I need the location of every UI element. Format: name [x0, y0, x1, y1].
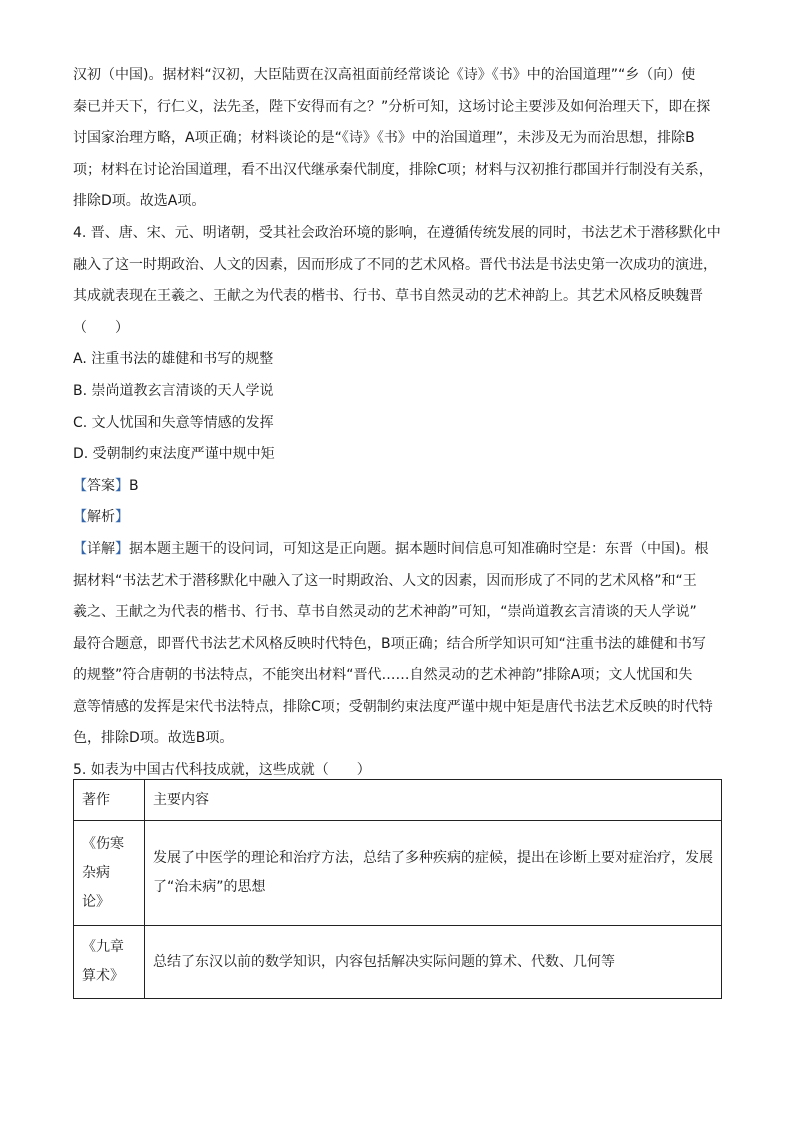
table-cell-content: [145, 926, 722, 999]
option-a: A. 注重书法的雄健和书写的规整: [73, 351, 274, 368]
table-header-cell: 著作: [74, 780, 145, 821]
question-stem-line: 其成就表现在王羲之、王献之为代表的楷书、行书、草书自然灵动的艺术神韵上。其艺术风格反映魏晋: [73, 288, 703, 305]
text-line: 项；材料在讨论治国道理，看不出汉代继承秦代制度，排除C项；材料与汉初推行郡国并行制没有关系，: [73, 161, 713, 178]
detail-line: 据材料“书法艺术于潜移默化中融入了这一时期政治、人文的因素，因而形成了不同的艺术风格”和“王: [73, 572, 697, 589]
cell-line: 《伤寒: [82, 835, 124, 852]
detail-text: 据本题主题干的设问词，可知这是正向题。据本题时间信息可知准确时空是：东晋（中国)。根: [129, 540, 709, 557]
table-cell-content: [145, 821, 722, 926]
text-line: 讨国家治理方略，A项正确；材料谈论的是“《诗》《书》中的治国道理”，未涉及无为而治思想，排除B: [73, 130, 695, 147]
cell-line: 发展了中医学的理论和治疗方法，总结了多种疾病的症候，提出在诊断上要对症治疗，发展: [153, 850, 713, 866]
tech-achievements-table: [73, 779, 722, 999]
detail-line: 最符合题意，即晋代书法艺术风格反映时代特色，B项正确；结合所学知识可知“注重书法的雄健和书写: [73, 635, 706, 652]
cell-line: 算术》: [82, 968, 124, 984]
cell-line: 杂病: [82, 864, 110, 881]
cell-line: 《九章: [82, 939, 124, 955]
q3-analysis-continuation: [73, 60, 723, 218]
table-header-row: [74, 780, 722, 821]
option-d: D. 受朝制约束法度严谨中规中矩: [73, 446, 275, 463]
answer-line: 【答案】B: [73, 477, 139, 494]
detail-line: 的规整”符合唐朝的书法特点，不能突出材料“晋代……自然灵动的艺术神韵”排除A项；文人忧国和失: [73, 667, 693, 684]
table-row: [74, 821, 722, 926]
question-4: [73, 218, 723, 755]
analysis-tag: 解析: [87, 509, 115, 526]
detail-line: 色，排除D项。故选B项。: [73, 730, 234, 747]
question-stem-line: （ ）: [73, 319, 129, 336]
text-line: 汉初（中国)。据材料“汉初，大臣陆贾在汉高祖面前经常谈论《诗》《书》中的治国道理”“乡（向）使: [73, 67, 696, 83]
question-stem-line: 5. 如表为中国古代科技成就，这些成就（ ）: [73, 762, 371, 779]
detail-tag: 详解: [87, 540, 115, 557]
analysis-heading: 【解析】: [73, 509, 129, 526]
table-cell-work: [74, 821, 145, 926]
question-stem-line: 融入了这一时期政治、人文的因素，因而形成了不同的艺术风格。晋代书法是书法史第一次成功的演进，: [73, 256, 717, 273]
option-b: B. 崇尚道教玄言清谈的天人学说: [73, 382, 274, 399]
detail-line: 【详解】据本题主题干的设问词，可知这是正向题。据本题时间信息可知准确时空是：东晋（中国)。根: [73, 540, 709, 557]
detail-line: 意等情感的发挥是宋代书法特点，排除C项；受朝制约束法度严谨中规中矩是唐代书法艺术反映的时代特: [73, 698, 713, 715]
document-page: [73, 60, 723, 787]
detail-line: 羲之、王献之为代表的楷书、行书、草书自然灵动的艺术神韵”可知，“崇尚道教玄言清谈的天人学说”: [73, 604, 697, 621]
cell-line: 总结了东汉以前的数学知识，内容包括解决实际问题的算术、代数、几何等: [153, 953, 615, 970]
text-line: 秦已并天下，行仁义，法先圣，陛下安得而有之？”分析可知，这场讨论主要涉及如何治理天下，即在探: [73, 98, 711, 115]
text-line: 排除D项。故选A项。: [73, 193, 206, 210]
cell-line: 论》: [82, 893, 110, 910]
question-stem-line: 4. 晋、唐、宋、元、明诸朝，受其社会政治环境的影响，在遵循传统发展的同时，书法艺术于潜移默化中: [73, 224, 721, 241]
table-cell-work: [74, 926, 145, 999]
answer-value: B: [129, 477, 139, 494]
answer-tag: 答案: [87, 477, 115, 494]
table-header-cell: 主要内容: [145, 780, 722, 821]
option-c: C. 文人忧国和失意等情感的发挥: [73, 414, 274, 431]
table-row: [74, 926, 722, 999]
cell-line: 了“治未病”的思想: [153, 879, 266, 895]
